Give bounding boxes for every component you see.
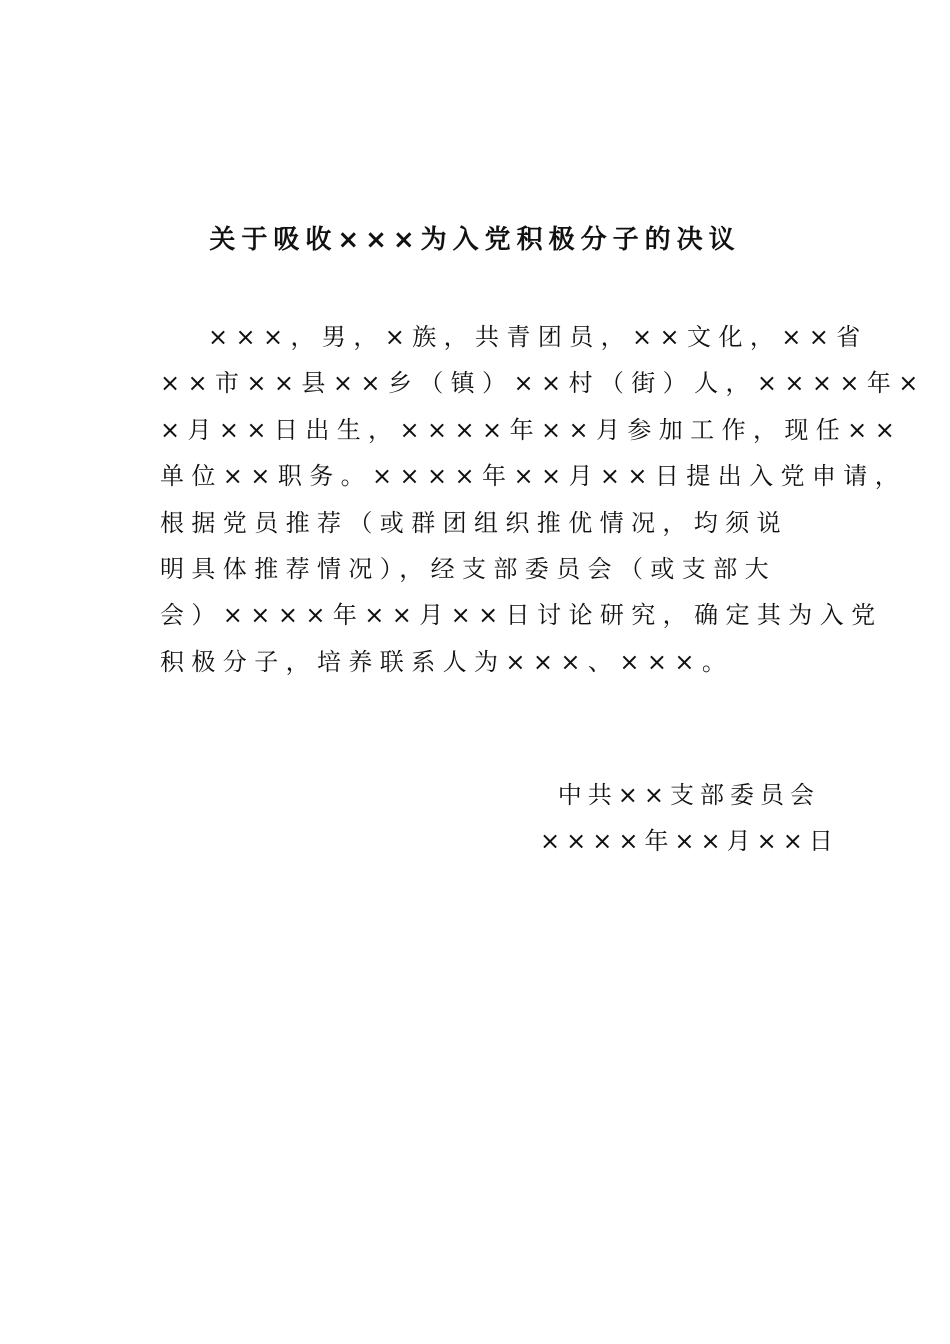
- resolution-body: [160, 314, 926, 685]
- signature-date: ××××年××月××日: [540, 827, 839, 855]
- body-line: ×月××日出生，××××年××月参加工作，现任××: [160, 415, 903, 444]
- body-line: ×××，男，×族，共青团员，××文化，××省: [208, 323, 868, 351]
- body-line: 明具体推荐情况），经支部委员会（或支部大: [160, 554, 776, 583]
- body-line: 单位××职务。××××年××月××日提出入党申请，: [160, 462, 907, 491]
- body-line: ××市××县××乡（镇）××村（街）人，××××年×: [160, 369, 926, 398]
- body-line: 根据党员推荐（或群团组织推优情况，均须说: [160, 508, 788, 537]
- body-line: 积极分子，培养联系人为×××、×××。: [160, 647, 734, 676]
- document-title: 关于吸收×××为入党积极分子的决议: [209, 225, 741, 255]
- body-line: 会）××××年××月××日讨论研究，确定其为入党: [160, 601, 883, 630]
- signature-organization: 中共××支部委员会: [557, 781, 820, 809]
- signature-block: [540, 772, 839, 864]
